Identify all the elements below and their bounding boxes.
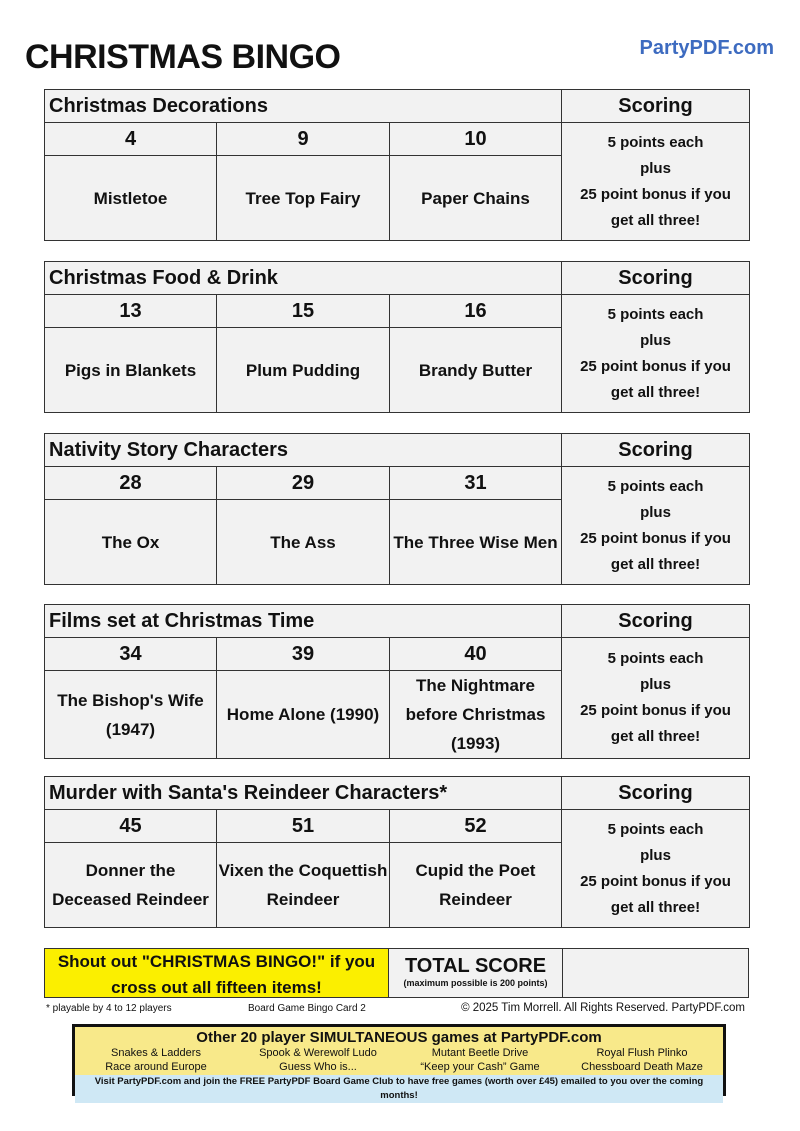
promo-heading: Other 20 player SIMULTANEOUS games at PartyPDF.com <box>196 1029 602 1046</box>
bingo-item[interactable]: Brandy Butter <box>390 328 562 413</box>
shout-instruction: Shout out "CHRISTMAS BINGO!" if you cross out all fifteen items! <box>45 949 389 997</box>
total-score-label <box>389 949 563 997</box>
bingo-number: 9 <box>217 123 390 156</box>
bingo-item[interactable]: Pigs in Blankets <box>45 328 217 413</box>
bingo-item[interactable]: Plum Pudding <box>217 328 390 413</box>
bingo-number: 13 <box>45 295 217 328</box>
bingo-section <box>44 776 750 928</box>
bingo-number: 39 <box>217 638 390 671</box>
promo-box <box>72 1024 726 1101</box>
scoring-rules: 5 points each plus 25 point bonus if you get all three! <box>562 638 750 759</box>
brand-link[interactable]: PartyPDF.com <box>639 37 774 59</box>
bingo-number: 4 <box>45 123 217 156</box>
copyright: © 2025 Tim Morrell. All Rights Reserved. PartyPDF.com <box>461 1002 745 1014</box>
category-title: Nativity Story Characters <box>45 434 562 467</box>
scoring-rules: 5 points each plus 25 point bonus if you get all three! <box>562 123 750 241</box>
bingo-number: 40 <box>390 638 562 671</box>
promo-game[interactable]: Chessboard Death Maze <box>581 1061 703 1073</box>
category-title: Murder with Santa's Reindeer Characters* <box>45 777 562 810</box>
bingo-item[interactable]: Donner the Deceased Reindeer <box>45 843 217 928</box>
promo-game[interactable]: Guess Who is... <box>279 1061 357 1073</box>
bingo-section <box>44 604 750 759</box>
promo-game[interactable]: Snakes & Ladders <box>111 1047 201 1059</box>
club-banner: Visit PartyPDF.com and join the FREE PartyPDF Board Game Club to have free games (worth over £45) emailed to you over the coming months! <box>75 1075 723 1103</box>
bingo-number: 15 <box>217 295 390 328</box>
scoring-rules: 5 points each plus 25 point bonus if you get all three! <box>562 295 750 413</box>
bingo-item[interactable]: The Three Wise Men <box>390 500 562 585</box>
promo-game[interactable]: Royal Flush Plinko <box>596 1047 688 1059</box>
bingo-item[interactable]: The Bishop's Wife (1947) <box>45 671 217 759</box>
bingo-number: 31 <box>390 467 562 500</box>
bingo-item[interactable]: Paper Chains <box>390 156 562 241</box>
bingo-item[interactable]: The Ass <box>217 500 390 585</box>
bingo-item[interactable]: The Nightmare before Christmas (1993) <box>390 671 562 759</box>
bingo-section <box>44 89 750 241</box>
card-name: Board Game Bingo Card 2 <box>248 1003 366 1014</box>
bingo-number: 29 <box>217 467 390 500</box>
scoring-rules: 5 points each plus 25 point bonus if you get all three! <box>562 467 750 585</box>
promo-game[interactable]: Race around Europe <box>105 1061 207 1073</box>
scoring-rules: 5 points each plus 25 point bonus if you get all three! <box>562 810 750 928</box>
bingo-number: 51 <box>217 810 390 843</box>
total-score-field[interactable] <box>563 949 748 997</box>
bingo-item[interactable]: Cupid the Poet Reindeer <box>390 843 562 928</box>
bingo-section <box>44 261 750 413</box>
scoring-header: Scoring <box>562 777 750 810</box>
bingo-number: 10 <box>390 123 562 156</box>
category-title: Christmas Food & Drink <box>45 262 562 295</box>
bingo-item[interactable]: Tree Top Fairy <box>217 156 390 241</box>
bingo-number: 34 <box>45 638 217 671</box>
category-title: Films set at Christmas Time <box>45 605 562 638</box>
scoring-header: Scoring <box>562 434 750 467</box>
bingo-number: 28 <box>45 467 217 500</box>
category-title: Christmas Decorations <box>45 90 562 123</box>
bingo-item[interactable]: Mistletoe <box>45 156 217 241</box>
bottom-row <box>44 948 749 998</box>
scoring-header: Scoring <box>562 90 750 123</box>
bingo-number: 16 <box>390 295 562 328</box>
bingo-number: 52 <box>390 810 562 843</box>
bingo-item[interactable]: The Ox <box>45 500 217 585</box>
promo-game[interactable]: Mutant Beetle Drive <box>431 1047 529 1059</box>
bingo-item[interactable]: Vixen the Coquettish Reindeer <box>217 843 390 928</box>
bingo-item[interactable]: Home Alone (1990) <box>217 671 390 759</box>
scoring-header: Scoring <box>562 605 750 638</box>
promo-game[interactable]: Spook & Werewolf Ludo <box>259 1047 377 1059</box>
bingo-section <box>44 433 750 585</box>
bingo-number: 45 <box>45 810 217 843</box>
total-score-title: TOTAL SCORE <box>404 955 547 977</box>
scoring-header: Scoring <box>562 262 750 295</box>
page-title: CHRISTMAS BINGO <box>25 38 341 76</box>
total-score-note: (maximum possible is 200 points) <box>403 978 548 988</box>
promo-game[interactable]: “Keep your Cash” Game <box>420 1061 540 1073</box>
players-note: * playable by 4 to 12 players <box>46 1003 172 1014</box>
